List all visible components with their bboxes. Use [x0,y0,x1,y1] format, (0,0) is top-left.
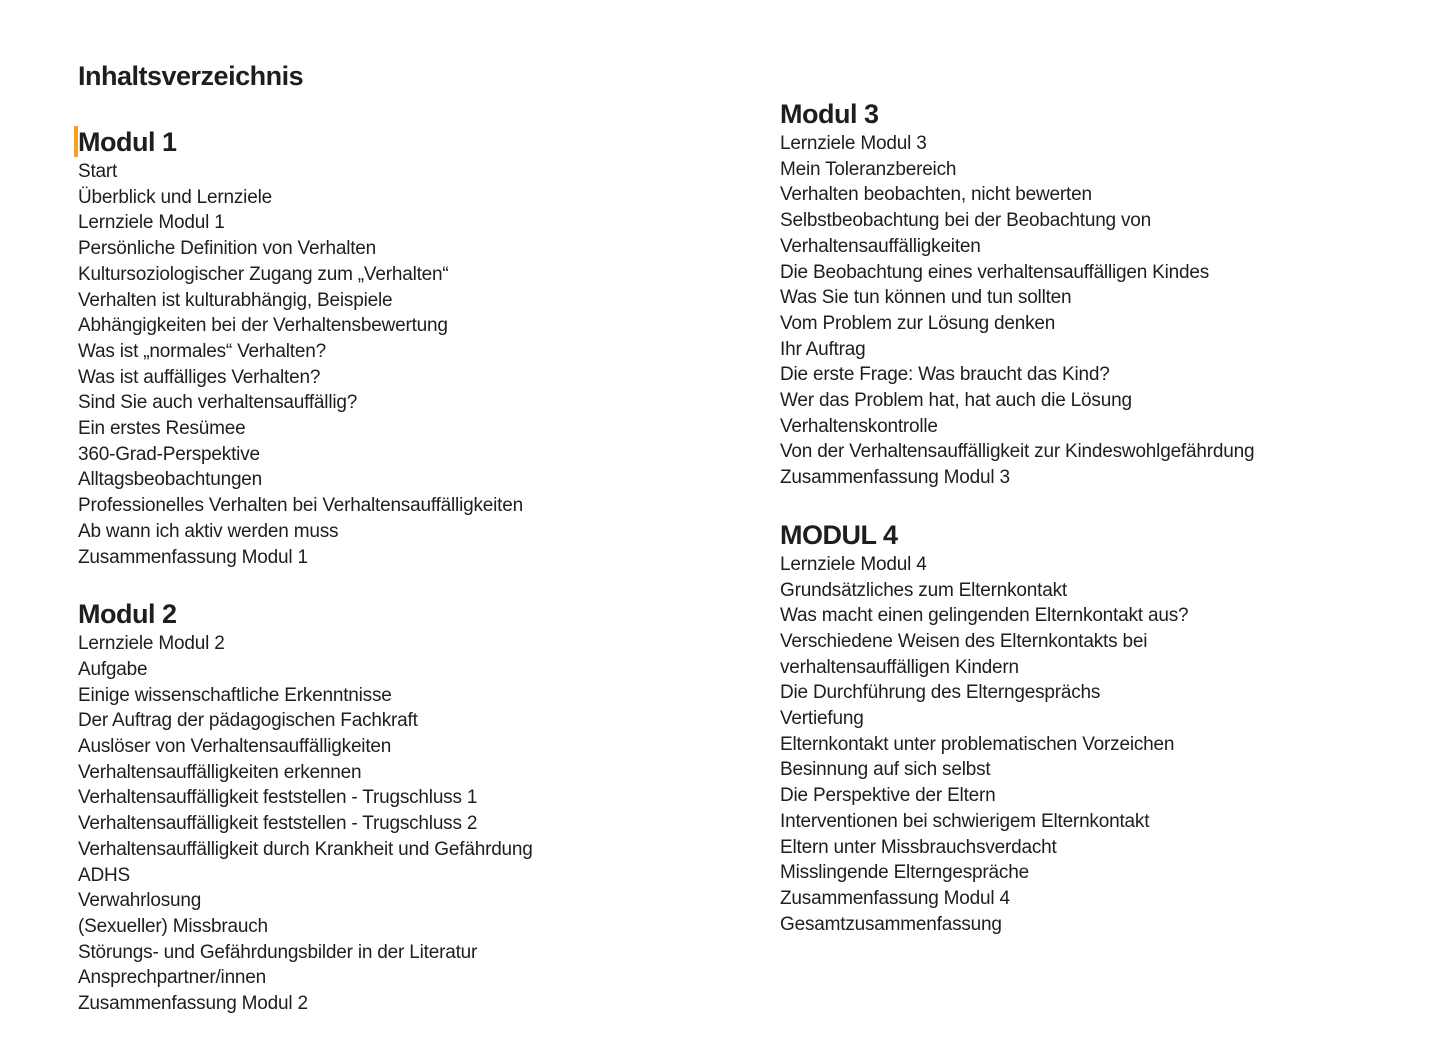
toc-entry[interactable]: Ansprechpartner/innen [78,967,267,989]
toc-entry[interactable]: Gesamtzusammenfassung [780,913,1002,935]
section-heading-modul-3[interactable]: Modul 3 [780,99,879,129]
toc-entry[interactable]: Wer das Problem hat, hat auch die Lösung [780,390,1132,412]
toc-entry[interactable]: Misslingende Elterngespräche [780,862,1029,884]
document-title[interactable]: Inhaltsverzeichnis [78,61,304,91]
toc-entry[interactable]: Verhalten ist kulturabhängig, Beispiele [78,289,393,311]
toc-entry[interactable]: Was Sie tun können und tun sollten [780,287,1072,309]
toc-entry[interactable]: Interventionen bei schwierigem Elternkontakt [780,810,1150,832]
toc-entry[interactable]: verhaltensauffälligen Kindern [780,656,1019,678]
section-heading-modul-2[interactable]: Modul 2 [78,599,177,630]
toc-entry[interactable]: Verhaltensauffälligkeit feststellen - Trugschluss 1 [78,787,478,809]
toc-entry[interactable]: 360-Grad-Perspektive [78,443,260,465]
toc-entry[interactable]: Lernziele Modul 4 [780,553,927,575]
toc-entry[interactable]: Ab wann ich aktiv werden muss [78,520,339,542]
toc-entry[interactable]: Lernziele Modul 3 [780,133,927,154]
toc-entry[interactable]: ADHS [78,864,130,886]
toc-entry[interactable]: Die Beobachtung eines verhaltensauffälligen Kindes [780,261,1210,283]
toc-entry[interactable]: Grundsätzliches zum Elternkontakt [780,579,1067,601]
toc-entry[interactable]: Persönliche Definition von Verhalten [78,238,377,260]
toc-entry[interactable]: Was ist auffälliges Verhalten? [78,366,321,388]
toc-entry[interactable]: Verhaltensauffälligkeiten erkennen [78,761,362,783]
toc-entry[interactable]: Verhaltensauffälligkeiten [780,235,981,257]
toc-entry[interactable]: Die erste Frage: Was braucht das Kind? [780,364,1110,386]
toc-entry[interactable]: Verschiedene Weisen des Elternkontakts bei [780,630,1148,652]
toc-entry[interactable]: Alltagsbeobachtungen [78,469,263,491]
toc-entry[interactable]: Die Durchführung des Elterngesprächs [780,682,1101,704]
toc-entry[interactable]: Professionelles Verhalten bei Verhaltensauffälligkeiten [78,495,523,517]
toc-entry[interactable]: Eltern unter Missbrauchsverdacht [780,836,1057,858]
toc-entry[interactable]: Lernziele Modul 2 [78,633,225,655]
toc-entry[interactable]: Aufgabe [78,658,148,680]
toc-entry[interactable]: Vertiefung [780,708,864,730]
toc-entry[interactable]: Einige wissenschaftliche Erkenntnisse [78,684,392,706]
toc-entry[interactable]: Verhaltensauffälligkeit feststellen - Trugschluss 2 [78,813,478,835]
toc-entry[interactable]: Zusammenfassung Modul 3 [780,467,1010,489]
toc-column-right [780,97,1420,937]
toc-entry[interactable]: Was macht einen gelingenden Elternkontakt aus? [780,605,1189,627]
toc-entry[interactable]: Überblick und Lernziele [78,186,272,208]
toc-entry[interactable]: Auslöser von Verhaltensauffälligkeiten [78,736,392,758]
toc-entry[interactable]: Besinnung auf sich selbst [780,759,991,781]
section-heading-modul-4[interactable]: MODUL 4 [780,519,898,550]
toc-entry[interactable]: Abhängigkeiten bei der Verhaltensbewertung [78,315,448,337]
toc-entry[interactable]: Vom Problem zur Lösung denken [780,312,1056,334]
toc-entry[interactable]: Verwahrlosung [78,890,202,912]
toc-entry[interactable]: Ihr Auftrag [780,338,866,360]
toc-entry[interactable]: Kultursoziologischer Zugang zum „Verhalten“ [78,263,449,285]
section-heading-modul-1[interactable]: Modul 1 [78,125,738,159]
toc-entry[interactable]: Die Perspektive der Eltern [780,785,996,807]
toc-entry[interactable]: Was ist „normales“ Verhalten? [78,340,326,362]
toc-entry[interactable]: Zusammenfassung Modul 4 [780,887,1010,909]
toc-entry[interactable]: Sind Sie auch verhaltensauffällig? [78,392,358,414]
toc-entry[interactable]: Verhaltenskontrolle [780,415,938,437]
toc-entry[interactable]: Lernziele Modul 1 [78,212,225,234]
toc-entry[interactable]: Der Auftrag der pädagogischen Fachkraft [78,710,418,732]
toc-entry[interactable]: Elternkontakt unter problematischen Vorzeichen [780,733,1175,755]
toc-entry[interactable]: Verhaltensauffälligkeit durch Krankheit und Gefährdung [78,838,533,860]
toc-entry[interactable]: Verhalten beobachten, nicht bewerten [780,184,1092,206]
toc-entry[interactable]: Start [78,161,118,182]
toc-entry[interactable]: Mein Toleranzbereich [780,158,957,180]
toc-entry[interactable]: Selbstbeobachtung bei der Beobachtung von [780,210,1152,232]
toc-entry[interactable]: Zusammenfassung Modul 1 [78,546,308,568]
toc-column-left [78,60,738,1017]
toc-entry[interactable]: Zusammenfassung Modul 2 [78,993,308,1015]
toc-entry[interactable]: Störungs- und Gefährdungsbilder in der Literatur [78,941,478,963]
text-cursor [74,126,78,157]
toc-entry[interactable]: Von der Verhaltensauffälligkeit zur Kindeswohlgefährdung [780,441,1255,463]
toc-entry[interactable]: (Sexueller) Missbrauch [78,915,268,937]
toc-entry[interactable]: Ein erstes Resümee [78,418,246,440]
